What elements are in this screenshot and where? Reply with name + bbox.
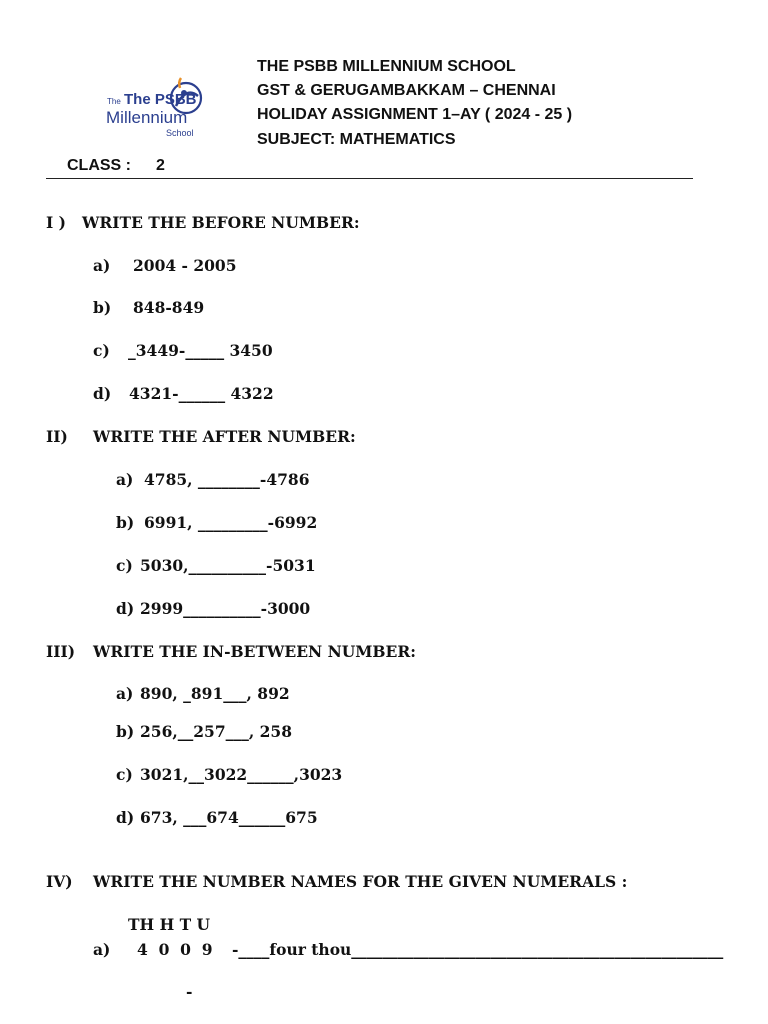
section-4-number: IV) — [46, 872, 73, 891]
item-label: d) — [116, 599, 135, 618]
header-divider — [46, 178, 693, 179]
question-text: 4321-______ 4322 — [129, 384, 274, 403]
svg-text:The: The — [107, 97, 121, 106]
question-text: 6991, _________-6992 — [144, 513, 318, 532]
section-1-number: I ) — [46, 213, 66, 232]
item-label: a) — [116, 684, 134, 703]
question-text: -____four thou________________________________________________ — [232, 940, 724, 959]
question-text: 3021,__3022______,3023 — [140, 765, 343, 784]
item-label: a) — [93, 256, 111, 275]
class-value: 2 — [156, 157, 165, 174]
subject-title: SUBJECT: MATHEMATICS — [257, 131, 456, 148]
question-text: 848-849 — [133, 298, 205, 317]
svg-text:Millennium: Millennium — [106, 108, 188, 127]
school-branches: GST & GERUGAMBAKKAM – CHENNAI — [257, 82, 556, 99]
item-label: d) — [93, 384, 112, 403]
question-text: 4785, ________-4786 — [144, 470, 310, 489]
item-label: b) — [116, 513, 135, 532]
item-label: b) — [93, 298, 112, 317]
question-text: 890, _891___, 892 — [140, 684, 290, 703]
school-name: THE PSBB MILLENNIUM SCHOOL — [257, 58, 516, 75]
question-text: 5030,__________-5031 — [140, 556, 316, 575]
section-3-title: WRITE THE IN-BETWEEN NUMBER: — [93, 642, 416, 661]
section-2-title: WRITE THE AFTER NUMBER: — [93, 427, 356, 446]
section-1-title: WRITE THE BEFORE NUMBER: — [82, 213, 360, 232]
question-text: 673, ___674______675 — [140, 808, 318, 827]
section-4-title: WRITE THE NUMBER NAMES FOR THE GIVEN NUMERALS : — [93, 872, 628, 891]
question-text: 2999__________-3000 — [140, 599, 311, 618]
item-label: c) — [116, 765, 133, 784]
numeral-digits: 4 0 0 9 — [137, 940, 213, 959]
item-label: b) — [116, 722, 135, 741]
class-label: CLASS : — [67, 157, 131, 174]
item-label: c) — [93, 341, 110, 360]
place-value-header: TH H T U — [128, 915, 211, 934]
question-text: 256,__257___, 258 — [140, 722, 293, 741]
question-text: _3449-_____ 3450 — [128, 341, 273, 360]
svg-text:School: School — [166, 128, 194, 138]
item-label: a) — [93, 940, 111, 959]
assignment-title: HOLIDAY ASSIGNMENT 1–AY ( 2024 - 25 ) — [257, 106, 573, 123]
item-label: a) — [116, 470, 134, 489]
item-label: d) — [116, 808, 135, 827]
section-2-number: II) — [46, 427, 68, 446]
section-3-number: III) — [46, 642, 76, 661]
item-label: c) — [116, 556, 133, 575]
school-logo — [100, 76, 210, 142]
svg-text:The PSBB: The PSBB — [124, 91, 197, 108]
trailing-mark: - — [186, 982, 193, 1001]
question-text: 2004 - 2005 — [133, 256, 237, 275]
